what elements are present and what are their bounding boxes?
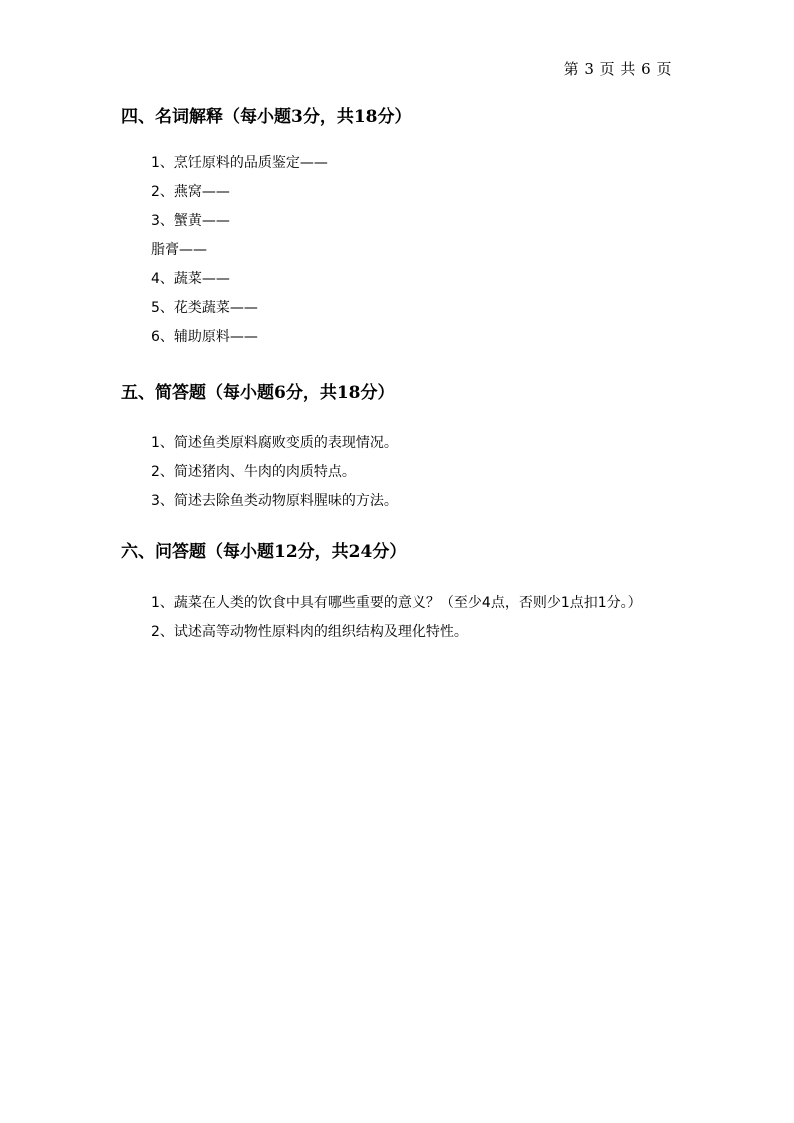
- question-item: 2、试述高等动物性原料肉的组织结构及理化特性。: [151, 624, 468, 640]
- page-number: 第 3 页 共 6 页: [563, 60, 672, 78]
- section-heading: 五、简答题（每小题6分，共18分）: [121, 383, 395, 403]
- section-essay-questions: [121, 541, 681, 647]
- question-item: 脂膏——: [151, 242, 207, 258]
- question-item: 3、简述去除鱼类动物原料腥味的方法。: [151, 493, 398, 509]
- section-term-definitions: [121, 106, 681, 352]
- question-item: 1、烹饪原料的品质鉴定——: [151, 155, 328, 171]
- question-item: 5、花类蔬菜——: [151, 300, 258, 316]
- question-item: 1、简述鱼类原料腐败变质的表现情况。: [151, 435, 398, 451]
- question-item: 4、蔬菜——: [151, 271, 230, 287]
- question-item: 1、蔬菜在人类的饮食中具有哪些重要的意义？（至少4点，否则少1点扣1分。）: [151, 595, 642, 611]
- question-item: 2、燕窝——: [151, 184, 230, 200]
- section-heading: 六、问答题（每小题12分，共24分）: [121, 542, 407, 562]
- question-item: 3、蟹黄——: [151, 213, 230, 229]
- question-list: [121, 149, 681, 352]
- question-list: [121, 589, 681, 647]
- question-item: 2、简述猪肉、牛肉的肉质特点。: [151, 464, 356, 480]
- question-list: [121, 429, 681, 516]
- section-heading: 四、名词解释（每小题3分，共18分）: [121, 107, 412, 127]
- question-item: 6、辅助原料——: [151, 329, 258, 345]
- section-short-answer: [121, 382, 681, 516]
